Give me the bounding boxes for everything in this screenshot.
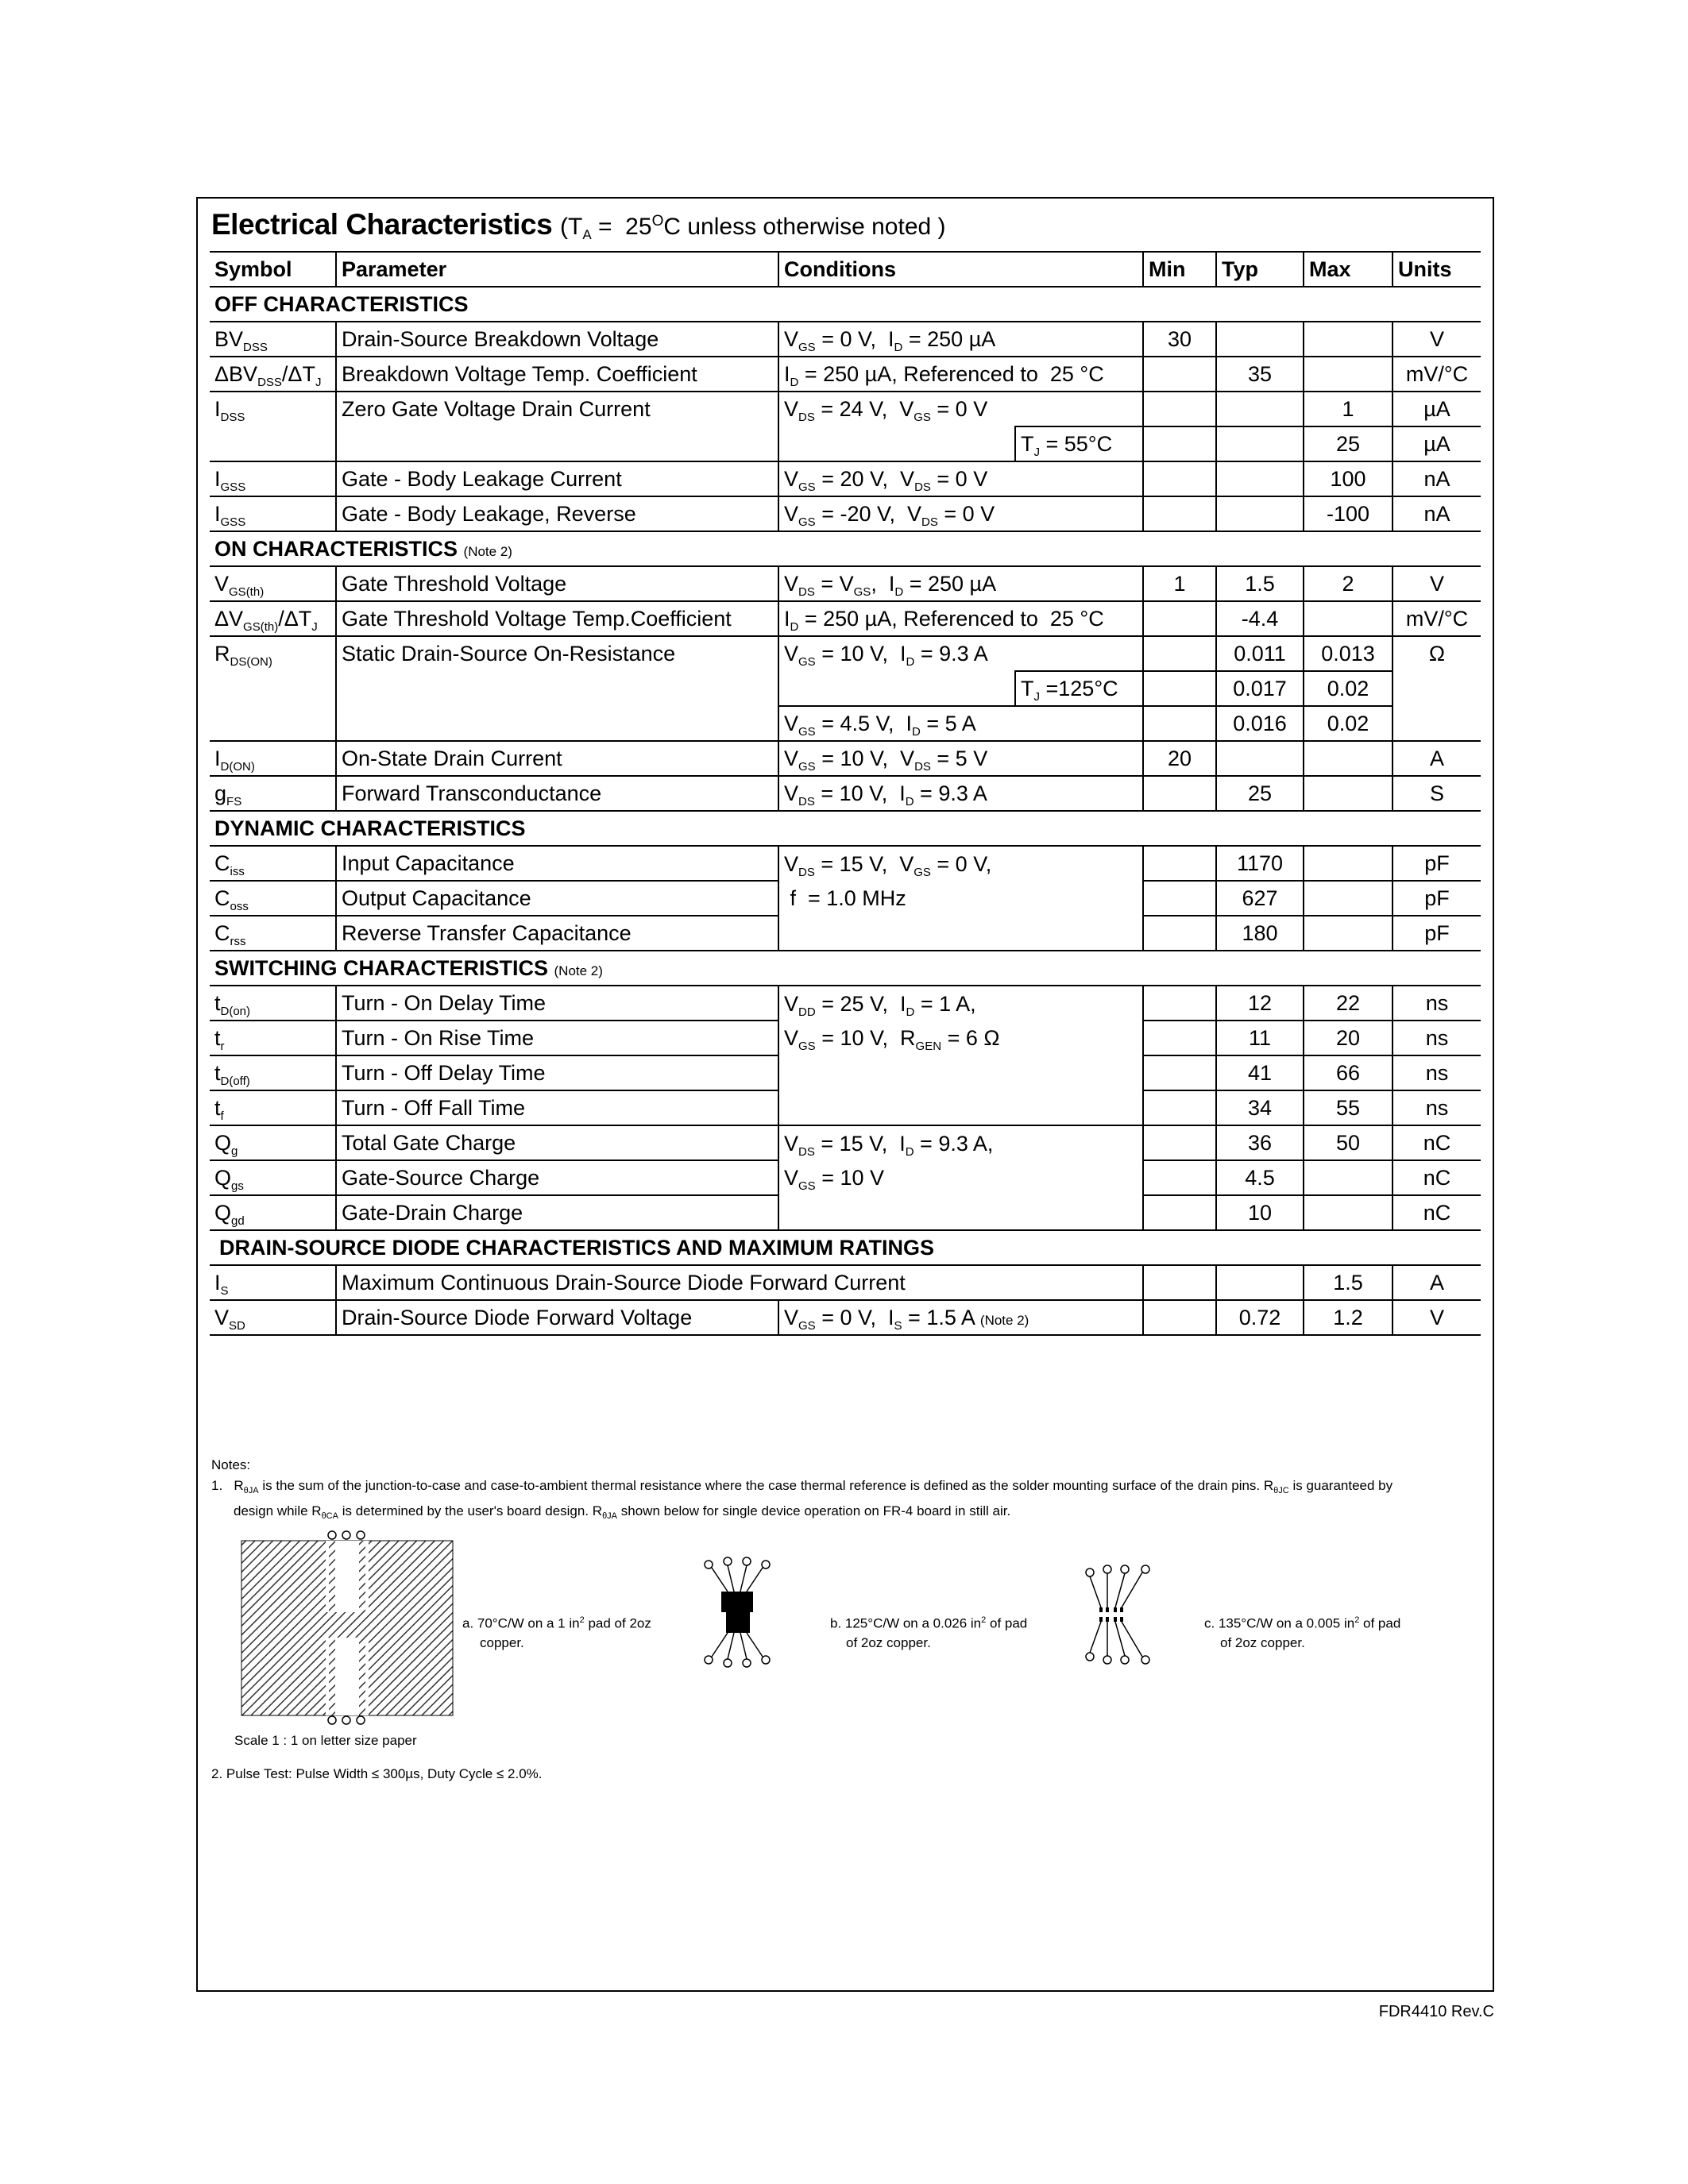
figure-c-caption: c. 135°C/W on a 0.005 $in^2$ of pad of 2oz copper. xyxy=(1204,1615,1401,1650)
header-typ: Typ xyxy=(1216,252,1304,287)
table-row: $C_{iss}$ Input Capacitance $V_{DS} = 15$ V, $V_{GS} = 0$ V, f = 1.0 MHz 1170 pF xyxy=(210,846,1481,881)
header-parameter: Parameter xyxy=(336,252,778,287)
header-conditions: Conditions xyxy=(778,252,1143,287)
table-row: $I_{D(ON)}$ On-State Drain Current $V_{GS} = 10$ V, $V_{DS} = 5$ V 20 A xyxy=(210,741,1481,776)
pad-layout-c-figure xyxy=(1079,1563,1158,1666)
pad-layout-b-figure xyxy=(699,1557,786,1668)
pad-layout-a-figure xyxy=(240,1528,454,1725)
table-row: $g_{FS}$ Forward Transconductance $V_{DS} = 10$ V, $I_D = 9.3$ A 25 S xyxy=(210,776,1481,811)
section-row: DYNAMIC CHARACTERISTICS xyxy=(210,811,1481,846)
table-row: $Q_g$ Total Gate Charge $V_{DS} = 15$ V, $I_D = 9.3$ A, $V_{GS} = 10$ V 36 50 nC xyxy=(210,1125,1481,1160)
table-row: $\Delta BV_{DSS}/\Delta T_J$ Breakdown Voltage Temp. Coefficient $I_D = 250$ µA, Referenced to 25 °C 35 mV/°C xyxy=(210,357,1481,392)
section-title: Electrical Characteristics ($T_A = 25^OC$ unless otherwise noted ) xyxy=(211,208,946,242)
table-row: $V_{GS(th)}$ Gate Threshold Voltage $V_{DS} = V_{GS}$, $I_D = 250$ µA 1 1.5 2 V xyxy=(210,566,1481,601)
figure-b-caption: b. 125°C/W on a 0.026 $in^2$ of pad of 2oz copper. xyxy=(830,1615,1028,1650)
table-row: $Q_{gd}$ Gate-Drain Charge 10 nC xyxy=(210,1195,1481,1230)
section-row: SWITCHING CHARACTERISTICS (Note 2) xyxy=(210,951,1481,986)
table-row: $C_{oss}$ Output Capacitance 627 pF xyxy=(210,881,1481,916)
table-row: $t_f$ Turn - Off Fall Time 34 55 ns xyxy=(210,1090,1481,1125)
header-symbol: Symbol xyxy=(210,252,336,287)
table-row: $I_S$ Maximum Continuous Drain-Source Diode Forward Current 1.5 A xyxy=(210,1265,1481,1300)
document-revision: FDR4410 Rev.C xyxy=(1378,2003,1494,2020)
scale-caption: Scale 1 : 1 on letter size paper xyxy=(234,1733,417,1748)
table-row: $R_{DS(ON)}$ Static Drain-Source On-Resistance $V_{GS} = 10$ V, $I_D = 9.3$ A 0.011 0.013 Ω xyxy=(210,636,1481,671)
section-row: DRAIN-SOURCE DIODE CHARACTERISTICS AND MAXIMUM RATINGS xyxy=(210,1230,1481,1265)
figure-a-caption: a. 70°C/W on a 1 $in^2$ pad of 2oz copper. xyxy=(462,1615,651,1650)
table-row: $I_{GSS}$ Gate - Body Leakage Current $V_{GS} = 20$ V, $V_{DS} = 0$ V 100 nA xyxy=(210,461,1481,496)
table-row: $t_{D(off)}$ Turn - Off Delay Time 41 66 ns xyxy=(210,1055,1481,1090)
header-units: Units xyxy=(1393,252,1481,287)
electrical-characteristics-table xyxy=(210,251,1481,1336)
table-row: $I_{DSS}$ Zero Gate Voltage Drain Current $V_{DS} = 24$ V, $V_{GS} = 0$ V 1 µA xyxy=(210,392,1481,426)
table-row: $I_{GSS}$ Gate - Body Leakage, Reverse $V_{GS} = -20$ V, $V_{DS} = 0$ V -100 nA xyxy=(210,496,1481,531)
note-2: 2. Pulse Test: Pulse Width ≤ 300µs, Duty Cycle ≤ 2.0%. xyxy=(211,1766,543,1781)
table-row: $T_J = 55^\circ C$ 25 µA xyxy=(210,426,1481,461)
section-row: ON CHARACTERISTICS (Note 2) xyxy=(210,531,1481,566)
table-row: $C_{rss}$ Reverse Transfer Capacitance 180 pF xyxy=(210,916,1481,951)
notes: Notes: 1. $R_{\theta JA}$ is the sum of the junction-to-case and case-to-ambient thermal resistance where the case thermal reference is defined as the solder mounting surface of the drain pins. $R_{\theta JC}$ is guaranteed by design while $R_{\theta CA}$ is determined by the user's board design. $R_{\theta JA}$ shown below for single device operation on FR-4 board in still air. xyxy=(211,1457,1393,1521)
table-row: $t_{D(on)}$ Turn - On Delay Time $V_{DD} = 25$ V, $I_D = 1$ A, $V_{GS} = 10$ V, $R_{GEN} = 6$ Ω 12 22 ns xyxy=(210,986,1481,1021)
table-row: $V_{GS} = 4.5$ V, $I_D = 5$ A 0.016 0.02 xyxy=(210,706,1481,741)
header-min: Min xyxy=(1143,252,1216,287)
table-row: $\Delta V_{GS(th)}/\Delta T_J$ Gate Threshold Voltage Temp.Coefficient $I_D = 250$ µA, Referenced to 25 °C -4.4 mV/°C xyxy=(210,601,1481,636)
header-max: Max xyxy=(1304,252,1393,287)
header-row xyxy=(210,252,1481,287)
table-row: $t_r$ Turn - On Rise Time 11 20 ns xyxy=(210,1021,1481,1055)
table-row: $V_{SD}$ Drain-Source Diode Forward Voltage $V_{GS} = 0$ V, $I_S = 1.5$ A (Note 2) 0.72 1.2 V xyxy=(210,1300,1481,1335)
table-row: $T_J =125^\circ C$ 0.017 0.02 xyxy=(210,671,1481,706)
section-row: OFF CHARACTERISTICS xyxy=(210,287,1481,322)
table-row: $Q_{gs}$ Gate-Source Charge 4.5 nC xyxy=(210,1160,1481,1195)
table-row: $BV_{DSS}$ Drain-Source Breakdown Voltage $V_{GS} = 0$ V, $I_D = 250$ µA 30 V xyxy=(210,322,1481,357)
